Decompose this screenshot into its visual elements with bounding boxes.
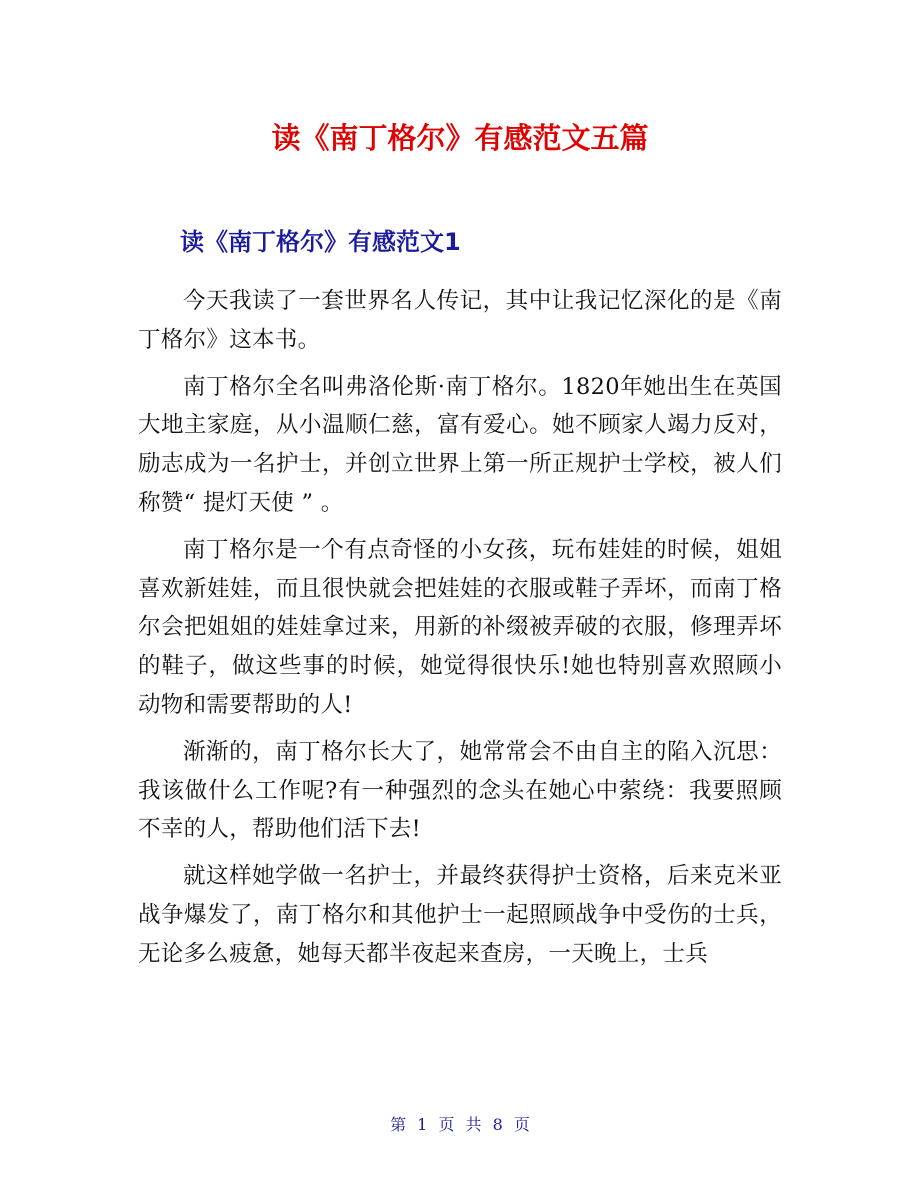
paragraph: 南丁格尔全名叫弗洛伦斯·南丁格尔。1820年她出生在英国大地主家庭，从小温顺仁慈，富有爱心。她不顾家人竭力反对，励志成为一名护士，并创立世界上第一所正规护士学校，被人们称赞“ 提灯天使 ” 。 (138, 373, 782, 516)
section-heading: 读《南丁格尔》有感范文1 (180, 228, 461, 256)
document-title: 读《南丁格尔》有感范文五篇 (271, 121, 649, 155)
paragraph: 就这样她学做一名护士，并最终获得护士资格，后来克米亚战争爆发了，南丁格尔和其他护士一起照顾战争中受伤的士兵，无论多么疲惫，她每天都半夜起来查房，一天晚上，士兵 (138, 863, 782, 967)
page-number-footer: 第 1 页 共 8 页 (390, 1115, 530, 1134)
document-body (138, 282, 782, 974)
paragraph: 南丁格尔是一个有点奇怪的小女孩，玩布娃娃的时候，姐姐喜欢新娃娃，而且很快就会把娃娃的衣服或鞋子弄坏，而南丁格尔会把姐姐的娃娃拿过来，用新的补缀被弄破的衣服，修理弄坏的鞋子，做这些事的时候，她觉得很快乐!她也特别喜欢照顾小动物和需要帮助的人! (138, 536, 782, 718)
paragraph: 渐渐的，南丁格尔长大了，她常常会不由自主的陷入沉思：我该做什么工作呢?有一种强烈的念头在她心中萦绕：我要照顾不幸的人，帮助他们活下去! (138, 738, 782, 843)
paragraph: 今天我读了一套世界名人传记，其中让我记忆深化的是《南丁格尔》这本书。 (138, 288, 782, 353)
